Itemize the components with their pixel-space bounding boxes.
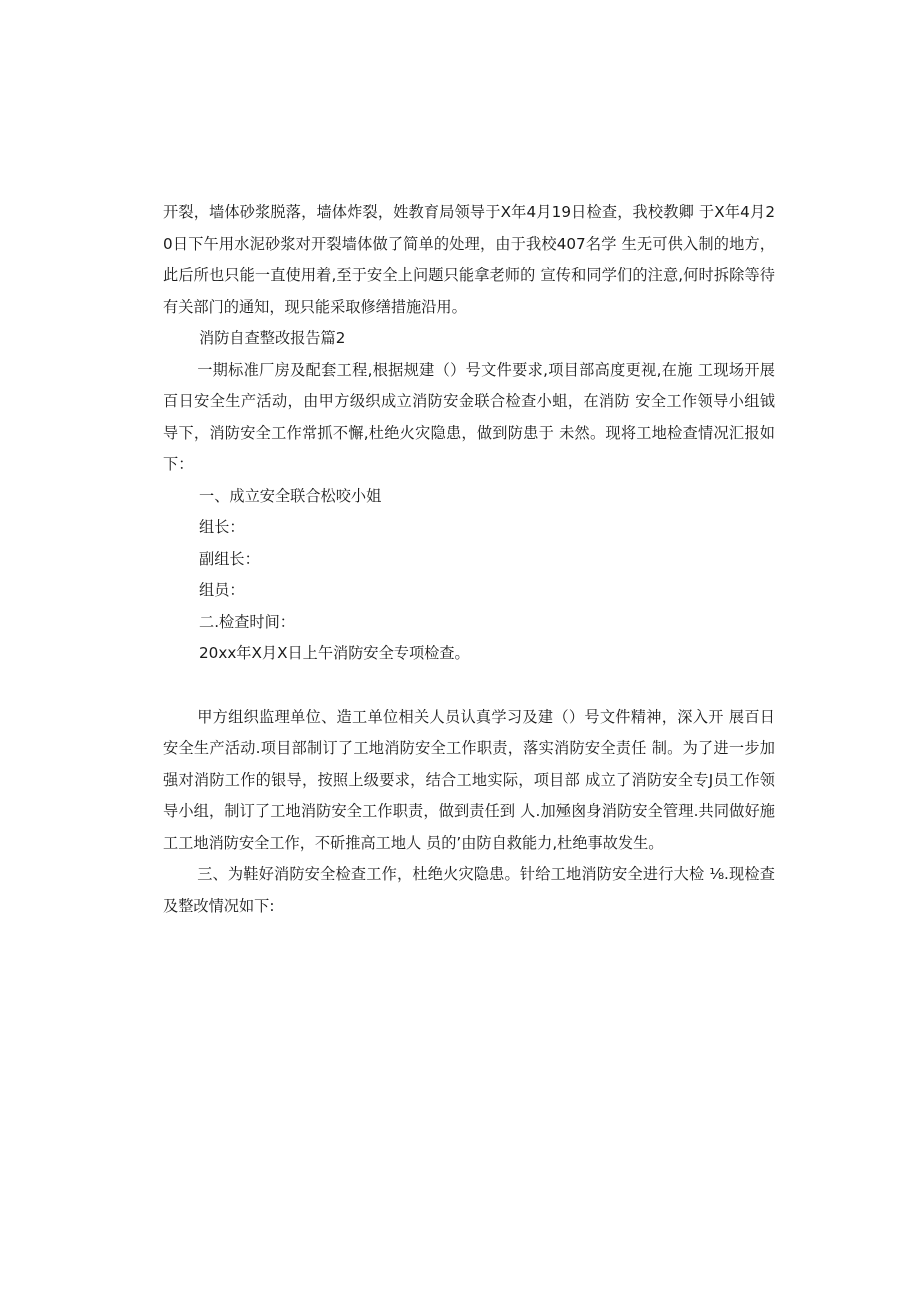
label-group-members: 组员：: [199, 581, 245, 599]
paragraph-safety-responsibility: 甲方组织监理单位、造工单位相关人员认真学习及建（）号文件精神，深入开 展百日安全生产活动.项目部制订了工地消防安全工作职责，落实消防安全责任 制。为了进一步加强对消防工作的银导，按照上级要求，结合工地实际，项目部 成立了消防安全专J员工作领导小组，制订了工地消防安全工作职责，做到责任到 人.加殛囪身消防安全管理.共同做好施工工地消防安全工作，不斫推高工地人 员的’由防自救能力,杜绝事故发生。: [163, 707, 775, 852]
paragraph-school-wall-repair: 开裂，墙体砂浆脱落，墙体炸裂，姓教育局领导于X年4月19日检查，我校教卿 于X年4月20日下午用水泥砂浆对开裂墙体做了简单的处理，由于我校407名学 生无可供入制的地方，此后所也只能一直使用着,至于安全上问题只能拿老师的 宣传和同学们的注意,何时拆除等待有关部门的通知，现只能采取修缮措施沿用。: [163, 203, 775, 316]
paragraph-inspection-results: 三、为鞋好消防安全检查工作，杜绝火灾隐患。针给工地消防安全进行大检 ⅛.现检查及整改情况如下:: [163, 865, 775, 915]
document-body: [163, 197, 775, 922]
paragraph-inspection-date: 20xx年X月X日上午消防安全专项检查。: [199, 644, 470, 662]
heading-inspection-time: 二.检查时间：: [199, 612, 295, 631]
paragraph-spacer: [163, 670, 775, 702]
label-deputy-leader: 副组长：: [199, 549, 260, 568]
paragraph-project-intro: 一期标准厂房及配套工程,根据规建（）号文件要求,项目部高度更视,在施 工现场开展百日安全生产活动，由甲方级织成立消防安金联合检查小蛆，在消防 安全工作领导小组钺导下，消防安全工作常抓不懈,杜绝火灾隐患，做到防患于 未然。现将工地检查情况汇报如下：: [163, 360, 775, 473]
section-title-report-2: 消防自查整改报告篇2: [199, 329, 346, 347]
heading-establish-group: 一、成立安全联合松咬小姐: [199, 486, 382, 505]
label-group-leader: 组长：: [199, 518, 245, 536]
